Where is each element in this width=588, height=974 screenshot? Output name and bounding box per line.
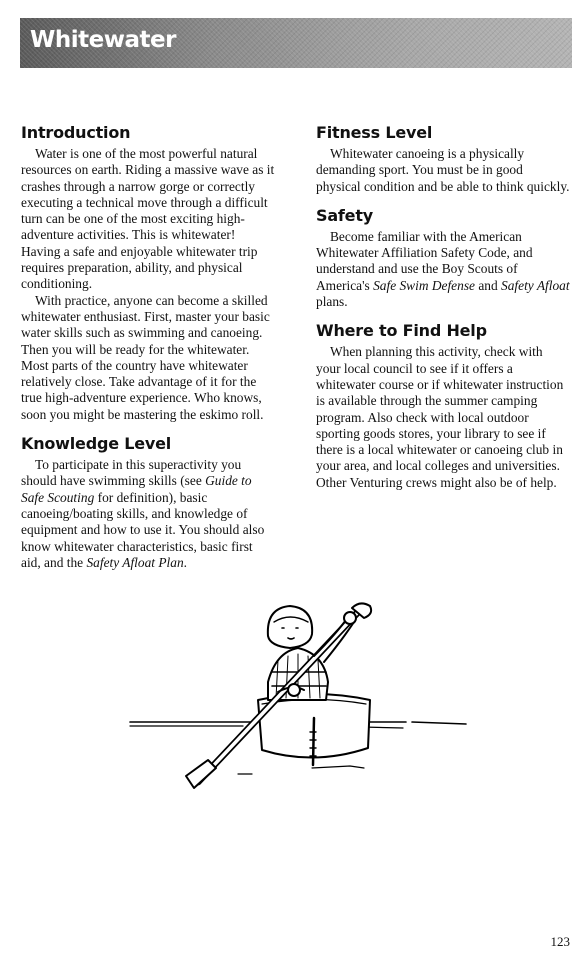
text-run: Become familiar with the American Whitewater Affiliation Safety Code, and understand and use the Boy Scouts of America's	[316, 228, 533, 293]
left-column	[21, 122, 275, 581]
right-column	[316, 122, 570, 501]
fitness-level-paragraph: Whitewater canoeing is a physically demanding sport. You must be in good physical condition and be able to think quickly.	[316, 146, 570, 194]
safety-heading: Safety	[316, 205, 374, 225]
safe-swim-defense-title: Safe Swim Defense	[373, 277, 475, 293]
where-to-find-help-section	[316, 320, 570, 491]
text-run: plans.	[316, 294, 348, 310]
introduction-section	[21, 122, 275, 423]
text-run: .	[183, 554, 188, 570]
canoeist-illustration	[128, 600, 468, 800]
safety-afloat-plan-title: Safety Afloat Plan	[86, 554, 184, 570]
fitness-level-heading: Fitness Level	[316, 123, 433, 142]
guide-to-safe-scouting-title: Guide to Safe Scouting	[21, 473, 252, 505]
knowledge-level-paragraph	[21, 457, 275, 571]
where-to-find-help-paragraph: When planning this activity, check with your local council to see if it offers a whitewater course or if whitewater instruction is available through the summer camping program. Also check with local outdoor sporting goods stores, your library to see if there is a local whitewater or canoeing club in your area, and local colleges and universities. Other Venturing crews might also be of help.	[316, 344, 564, 490]
text-run: for definition), basic canoeing/boating skills, and knowledge of equipment and how to use it. You should also know whitewater characteristics, basic first aid, and the	[21, 489, 265, 570]
safety-afloat-title: Safety Afloat	[501, 277, 570, 293]
knowledge-level-heading: Knowledge Level	[21, 434, 172, 454]
text-run: and	[474, 277, 502, 293]
introduction-paragraph-1: Water is one of the most powerful natural resources on earth. Riding a massive wave as it crashes through a narrow gorge or correctly executing a technical move through a difficult turn can be one of the most exciting high-adventure activities. This is whitewater! Having a safe and enjoyable whitewater trip requires preparation, ability, and physical conditioning.	[21, 146, 275, 292]
page-title: Whitewater	[30, 27, 176, 53]
text-run: To participate in this superactivity you should have swimming skills (see	[21, 457, 242, 489]
introduction-heading: Introduction	[21, 123, 131, 142]
safety-paragraph	[316, 229, 570, 310]
page-number: 123	[550, 934, 570, 949]
title-banner	[20, 18, 572, 68]
introduction-paragraph-2: With practice, anyone can become a skilled whitewater enthusiast. First, master your basic water skills such as swimming and canoeing. Then you will be ready for the whitewater. Most parts of the country have whitewater relatively close. Take advantage of it for the true high-adventure experience. Who knows, soon you might be mastering the eskimo roll.	[21, 292, 270, 422]
where-to-find-help-heading: Where to Find Help	[316, 321, 487, 341]
fitness-level-section	[316, 122, 570, 195]
safety-section	[316, 205, 570, 310]
knowledge-level-section	[21, 433, 275, 571]
